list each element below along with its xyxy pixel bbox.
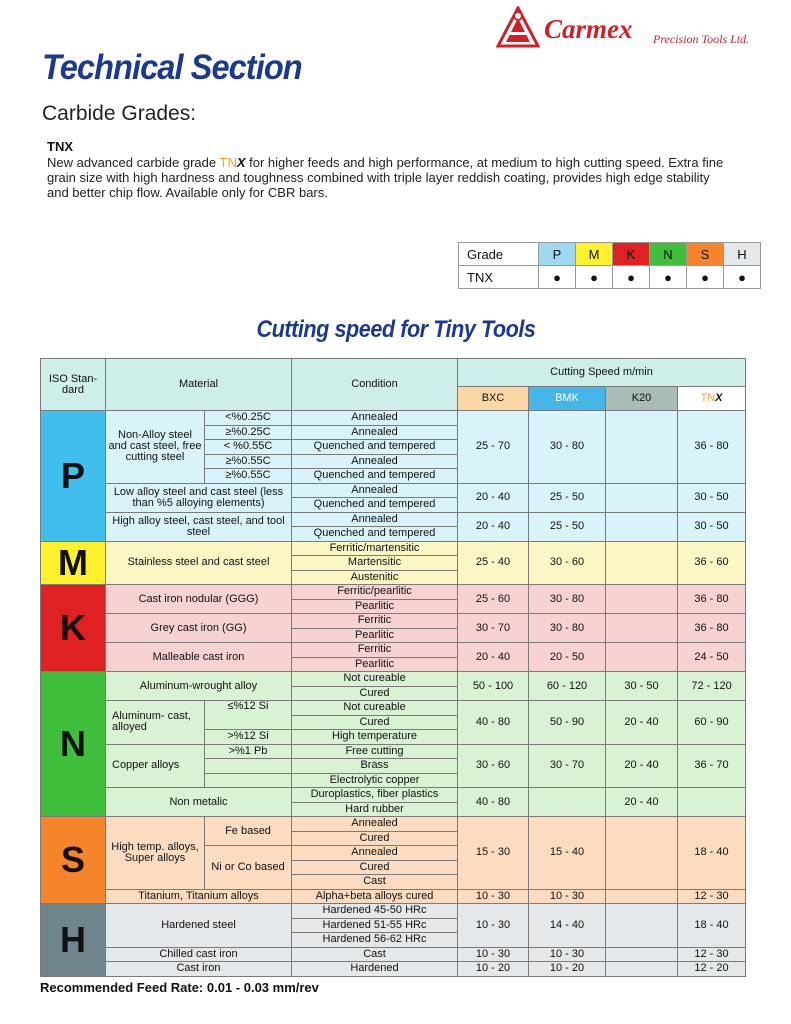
- material-cell: Grey cast iron (GG): [106, 614, 292, 643]
- grade-header-row: [459, 243, 761, 266]
- speed-k20: 20 - 40: [606, 701, 678, 745]
- speed-tnx: 30 - 50: [678, 512, 746, 541]
- condition-cell: Hardened 45-50 HRc: [292, 904, 458, 919]
- speed-tnx: 36 - 80: [678, 411, 746, 484]
- speed-tnx: 36 - 80: [678, 614, 746, 643]
- speed-k20: [606, 512, 678, 541]
- condition-cell: Ferritic: [292, 643, 458, 658]
- condition-cell: Annealed: [292, 512, 458, 527]
- speed-bxc: 50 - 100: [458, 672, 529, 701]
- speed-tnx: 12 - 20: [678, 962, 746, 977]
- pb-empty: [205, 773, 292, 788]
- material-cell: High alloy steel, cast steel, and tool steel: [106, 512, 292, 541]
- speed-k20: [606, 904, 678, 948]
- condition-cell: Quenched and tempered: [292, 469, 458, 484]
- grade-col-m: M: [576, 243, 613, 266]
- condition-cell: Cured: [292, 715, 458, 730]
- speed-bxc: 25 - 70: [458, 411, 529, 484]
- si-cell: >%12 Si: [205, 730, 292, 745]
- condition-cell: Cured: [292, 686, 458, 701]
- condition-cell: High temperature: [292, 730, 458, 745]
- speed-bmk: 25 - 50: [529, 483, 606, 512]
- speed-k20: 30 - 50: [606, 672, 678, 701]
- speed-bmk: 15 - 40: [529, 817, 606, 890]
- condition-cell: Pearlitic: [292, 599, 458, 614]
- iso-s: S: [41, 817, 106, 904]
- speed-tnx: 60 - 90: [678, 701, 746, 745]
- speed-k20: [606, 962, 678, 977]
- condition-cell: Not cureable: [292, 672, 458, 687]
- carbon-cell: ≥%0.55C: [205, 469, 292, 484]
- si-cell: ≤%12 Si: [205, 701, 292, 730]
- speed-bxc: 30 - 60: [458, 744, 529, 788]
- material-cell: Cast iron: [106, 962, 292, 977]
- material-cell: Cast iron nodular (GGG): [106, 585, 292, 614]
- grade-col-k: K: [613, 243, 650, 266]
- condition-cell: Hardened 56-62 HRc: [292, 933, 458, 948]
- condition-cell: Ferritic: [292, 614, 458, 629]
- table-header-row: [41, 359, 746, 387]
- condition-cell: Cast: [292, 947, 458, 962]
- speed-k20: 20 - 40: [606, 788, 678, 817]
- condition-cell: Martensitic: [292, 556, 458, 571]
- grade-description: New advanced carbide grade TNX for higher feeds and high performance, at medium to high cutting speed. Extra fine grain size with high hardness and toughness combined with triple layer reddish coating, provides high edge stability and better chip flow. Available only for CBR bars.: [47, 155, 724, 200]
- material-cell: Copper alloys: [106, 744, 205, 788]
- speed-bmk: 20 - 50: [529, 643, 606, 672]
- carbon-cell: < %0.55C: [205, 440, 292, 455]
- brand-logo: [496, 6, 766, 52]
- speed-tnx: [678, 788, 746, 817]
- grade-heading: TNX: [47, 139, 73, 154]
- carbon-cell: <%0.25C: [205, 411, 292, 426]
- speed-tnx: 36 - 80: [678, 585, 746, 614]
- table-row: [41, 541, 746, 556]
- speed-bmk: 30 - 80: [529, 585, 606, 614]
- speed-bxc: 30 - 70: [458, 614, 529, 643]
- grade-k20: K20: [606, 387, 678, 411]
- grade-tnx: TNX: [678, 387, 746, 411]
- table-row: [41, 614, 746, 629]
- speed-tnx: 12 - 30: [678, 947, 746, 962]
- speed-bmk: 30 - 60: [529, 541, 606, 585]
- table-row: [41, 512, 746, 527]
- condition-cell: Ferritic/martensitic: [292, 541, 458, 556]
- header-iso: ISO Stan-dard: [41, 359, 106, 411]
- speed-bxc: 25 - 40: [458, 541, 529, 585]
- material-cell: Chilled cast iron: [106, 947, 292, 962]
- material-cell: Low alloy steel and cast steel (less than %5 alloying elements): [106, 483, 292, 512]
- header-cutting-speed: Cutting Speed m/min: [458, 359, 746, 387]
- dot-icon: ●: [576, 266, 613, 289]
- speed-tnx: 12 - 30: [678, 889, 746, 904]
- carbon-cell: ≥%0.55C: [205, 454, 292, 469]
- table-row: [41, 643, 746, 658]
- material-cell: Non metalic: [106, 788, 292, 817]
- brand-subtitle: Precision Tools Ltd.: [653, 32, 750, 46]
- speed-k20: [606, 483, 678, 512]
- speed-bmk: 30 - 70: [529, 744, 606, 788]
- dot-icon: ●: [724, 266, 761, 289]
- condition-cell: Pearlitic: [292, 628, 458, 643]
- iso-p: P: [41, 411, 106, 542]
- condition-cell: Alpha+beta alloys cured: [292, 889, 458, 904]
- speed-bxc: 20 - 40: [458, 512, 529, 541]
- condition-cell: Annealed: [292, 817, 458, 832]
- condition-cell: Ferritic/pearlitic: [292, 585, 458, 600]
- speed-tnx: 72 - 120: [678, 672, 746, 701]
- material-cell: Titanium, Titanium alloys: [106, 889, 292, 904]
- speed-k20: 20 - 40: [606, 744, 678, 788]
- iso-h: H: [41, 904, 106, 977]
- speed-bxc: 15 - 30: [458, 817, 529, 890]
- material-cell: Malleable cast iron: [106, 643, 292, 672]
- pb-empty: [205, 759, 292, 774]
- condition-cell: Annealed: [292, 411, 458, 426]
- group-p: [41, 411, 746, 542]
- condition-cell: Hardened: [292, 962, 458, 977]
- condition-cell: Cured: [292, 860, 458, 875]
- table-row: [41, 672, 746, 687]
- group-s: [41, 817, 746, 904]
- condition-cell: Quenched and tempered: [292, 527, 458, 542]
- dot-icon: ●: [613, 266, 650, 289]
- table-row: [41, 817, 746, 832]
- cutting-speed-table: [40, 358, 746, 977]
- condition-cell: Free cutting: [292, 744, 458, 759]
- table-row: [41, 701, 746, 716]
- grade-col-h: H: [724, 243, 761, 266]
- speed-bmk: 14 - 40: [529, 904, 606, 948]
- dot-icon: ●: [650, 266, 687, 289]
- condition-cell: Quenched and tempered: [292, 498, 458, 513]
- condition-cell: Brass: [292, 759, 458, 774]
- table-row: [41, 904, 746, 919]
- dot-icon: ●: [539, 266, 576, 289]
- condition-cell: Annealed: [292, 846, 458, 861]
- speed-tnx: 36 - 60: [678, 541, 746, 585]
- iso-k: K: [41, 585, 106, 672]
- table-row: [41, 947, 746, 962]
- material-cell: Hardened steel: [106, 904, 292, 948]
- speed-bmk: 30 - 80: [529, 411, 606, 484]
- grade-table: [458, 242, 761, 289]
- material-cell: Stainless steel and cast steel: [106, 541, 292, 585]
- grade-col-p: P: [539, 243, 576, 266]
- carbon-cell: ≥%0.25C: [205, 425, 292, 440]
- speed-bxc: 10 - 30: [458, 904, 529, 948]
- fe-cell: Fe based: [205, 817, 292, 846]
- condition-cell: Annealed: [292, 425, 458, 440]
- grade-tnx-row: [459, 266, 761, 289]
- speed-k20: [606, 585, 678, 614]
- speed-k20: [606, 614, 678, 643]
- feed-rate-note: Recommended Feed Rate: 0.01 - 0.03 mm/rev: [40, 980, 319, 995]
- speed-bmk: 25 - 50: [529, 512, 606, 541]
- speed-bxc: 40 - 80: [458, 788, 529, 817]
- condition-cell: Quenched and tempered: [292, 440, 458, 455]
- table-row: [41, 788, 746, 803]
- speed-bxc: 25 - 60: [458, 585, 529, 614]
- speed-title: Cutting speed for Tiny Tools: [256, 316, 535, 343]
- speed-bxc: 10 - 30: [458, 889, 529, 904]
- condition-cell: Hardened 51-55 HRc: [292, 918, 458, 933]
- speed-k20: [606, 411, 678, 484]
- grade-col-s: S: [687, 243, 724, 266]
- speed-tnx: 18 - 40: [678, 817, 746, 890]
- speed-k20: [606, 643, 678, 672]
- grade-header-label: Grade: [459, 243, 539, 266]
- speed-tnx: 36 - 70: [678, 744, 746, 788]
- carmex-logo-icon: [496, 6, 540, 50]
- material-cell: Aluminum- cast, alloyed: [106, 701, 205, 745]
- table-row: [41, 889, 746, 904]
- material-cell: Non-Alloy steel and cast steel, free cutting steel: [106, 411, 205, 484]
- grade-row-label: TNX: [459, 266, 539, 289]
- speed-bmk: 50 - 90: [529, 701, 606, 745]
- condition-cell: Cast: [292, 875, 458, 890]
- table-row: [41, 411, 746, 426]
- material-cell: High temp. alloys, Super alloys: [106, 817, 205, 890]
- condition-cell: Annealed: [292, 483, 458, 498]
- table-row: [41, 483, 746, 498]
- brand-name: Carmex: [544, 14, 633, 44]
- speed-bmk: 60 - 120: [529, 672, 606, 701]
- group-h: [41, 904, 746, 977]
- material-cell: Aluminum-wrought alloy: [106, 672, 292, 701]
- speed-bmk: 10 - 30: [529, 947, 606, 962]
- ni-cell: Ni or Co based: [205, 846, 292, 890]
- speed-tnx: 30 - 50: [678, 483, 746, 512]
- dot-icon: ●: [687, 266, 724, 289]
- speed-bxc: 40 - 80: [458, 701, 529, 745]
- condition-cell: Austenitic: [292, 570, 458, 585]
- grade-bxc: BXC: [458, 387, 529, 411]
- speed-tnx: 24 - 50: [678, 643, 746, 672]
- table-row: [41, 585, 746, 600]
- condition-cell: Annealed: [292, 454, 458, 469]
- iso-m: M: [41, 541, 106, 585]
- speed-bmk: 10 - 30: [529, 889, 606, 904]
- speed-bxc: 20 - 40: [458, 643, 529, 672]
- group-k: [41, 585, 746, 672]
- iso-n: N: [41, 672, 106, 817]
- condition-cell: Not cureable: [292, 701, 458, 716]
- header-material: Material: [106, 359, 292, 411]
- condition-cell: Electrolytic copper: [292, 773, 458, 788]
- condition-cell: Pearlitic: [292, 657, 458, 672]
- page-subtitle: Carbide Grades:: [42, 102, 197, 125]
- speed-bmk: [529, 788, 606, 817]
- speed-bxc: 20 - 40: [458, 483, 529, 512]
- speed-bmk: 10 - 20: [529, 962, 606, 977]
- pb-cell: >%1 Pb: [205, 744, 292, 759]
- speed-k20: [606, 889, 678, 904]
- speed-bxc: 10 - 20: [458, 962, 529, 977]
- speed-tnx: 18 - 40: [678, 904, 746, 948]
- grade-col-n: N: [650, 243, 687, 266]
- table-row: [41, 744, 746, 759]
- group-m: [41, 541, 746, 585]
- condition-cell: Cured: [292, 831, 458, 846]
- condition-cell: Duroplastics, fiber plastics: [292, 788, 458, 803]
- speed-k20: [606, 541, 678, 585]
- speed-k20: [606, 817, 678, 890]
- table-row: [41, 962, 746, 977]
- group-n: [41, 672, 746, 817]
- speed-bmk: 30 - 80: [529, 614, 606, 643]
- page-title: Technical Section: [42, 48, 302, 87]
- speed-k20: [606, 947, 678, 962]
- grade-bmk: BMK: [529, 387, 606, 411]
- speed-bxc: 10 - 30: [458, 947, 529, 962]
- header-condition: Condition: [292, 359, 458, 411]
- condition-cell: Hard rubber: [292, 802, 458, 817]
